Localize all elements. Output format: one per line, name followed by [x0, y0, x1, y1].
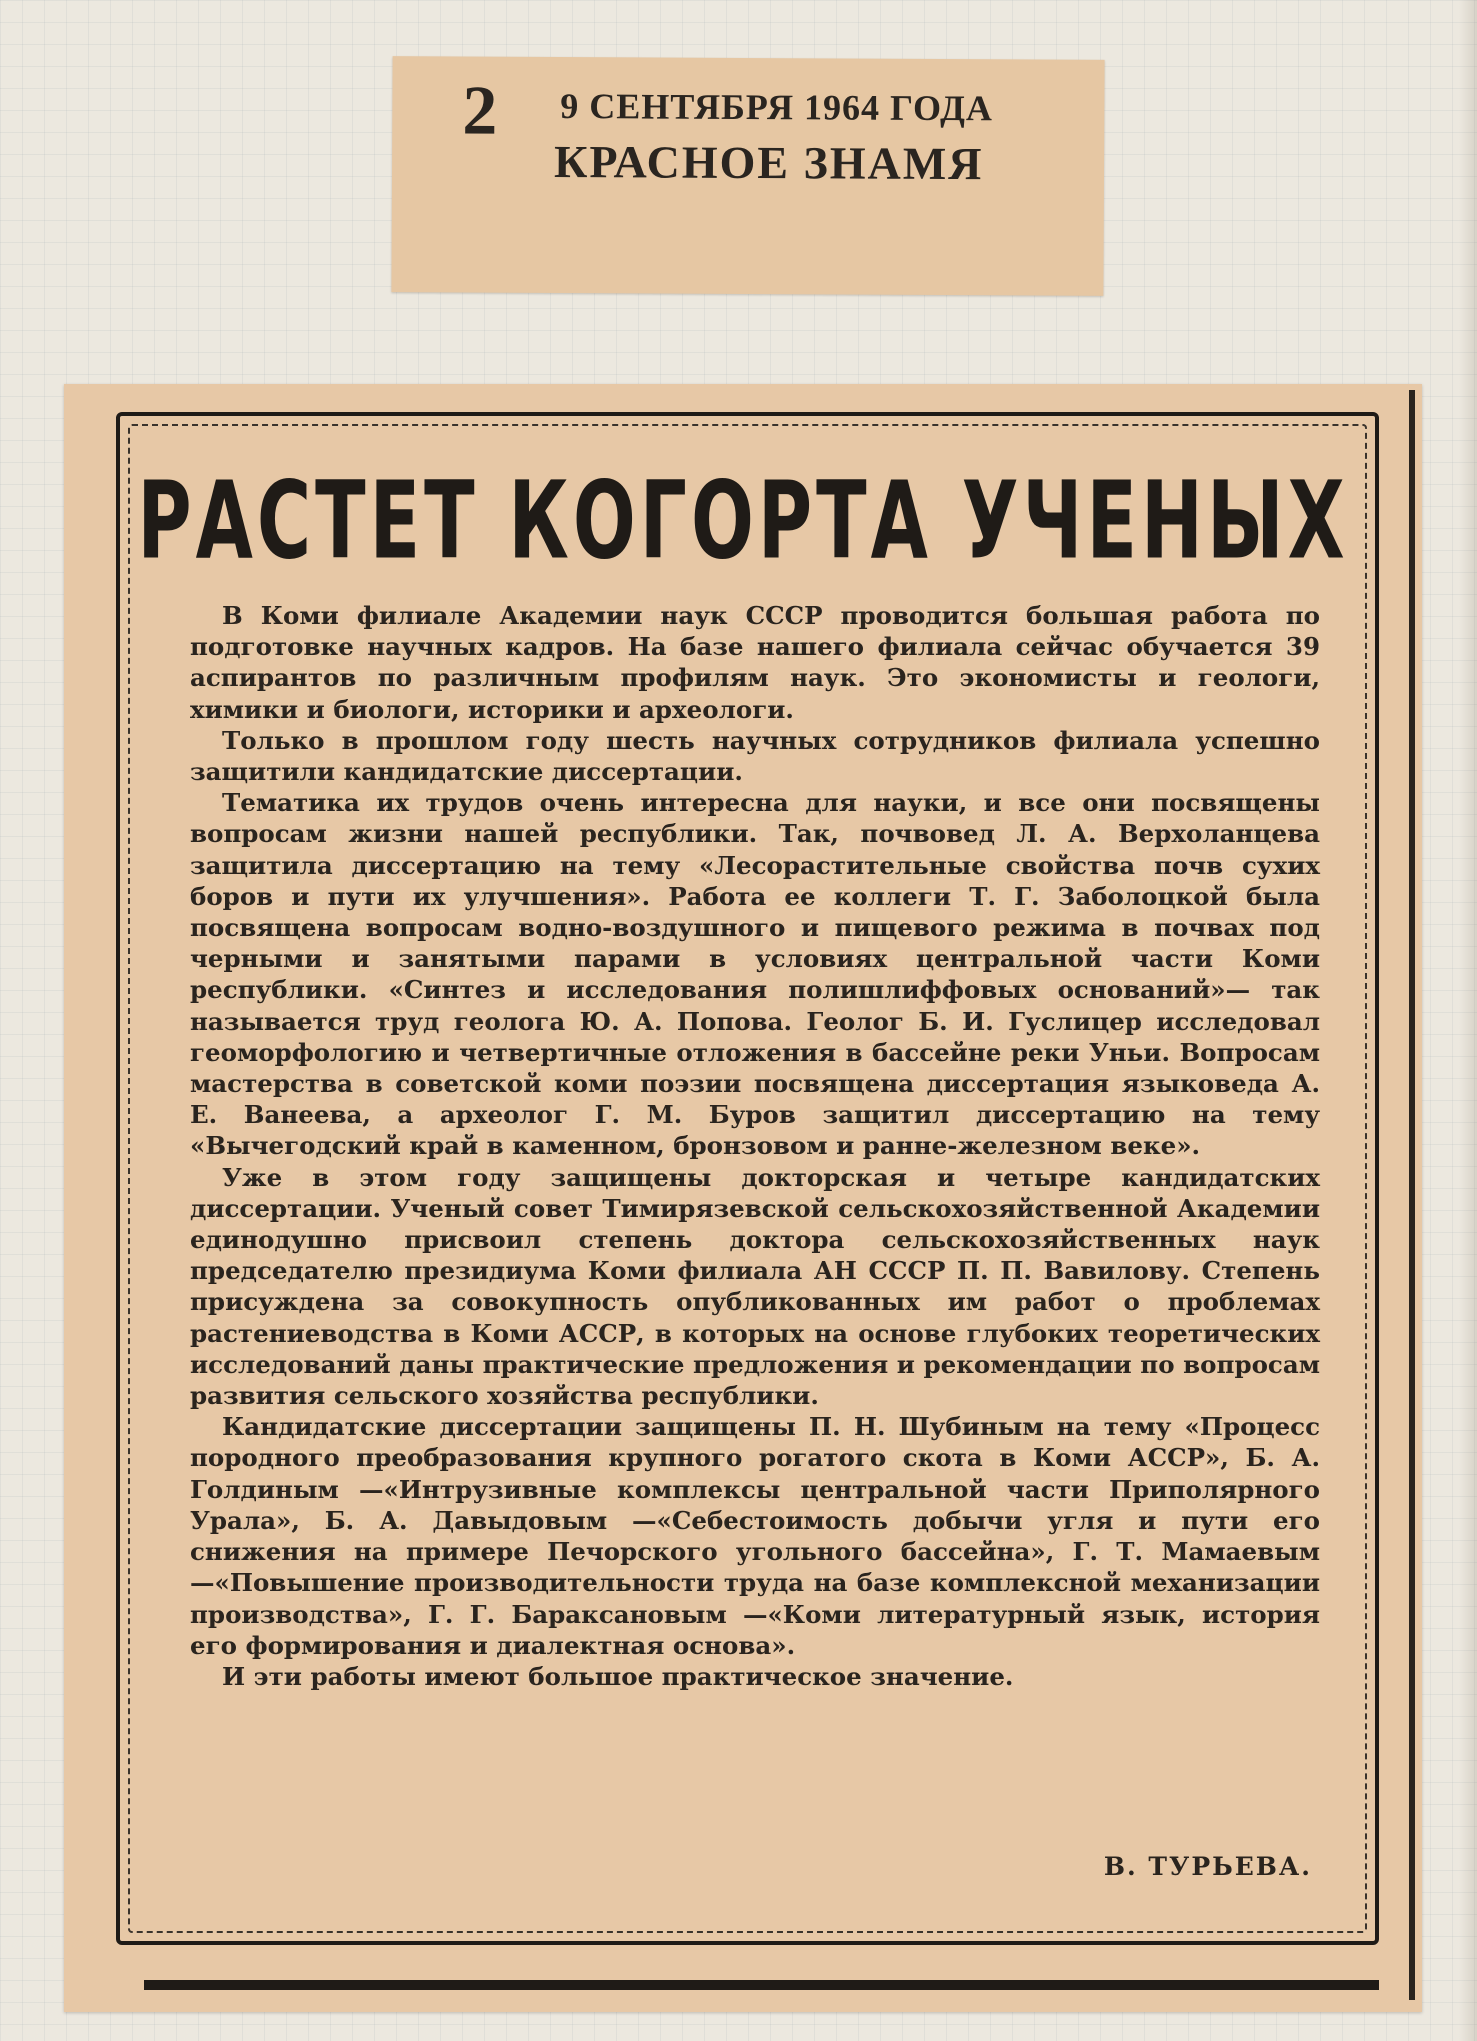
page-number: 2: [462, 72, 498, 150]
article-paragraph: В Коми филиале Академии наук СССР проводится большая работа по подготовке научных кадров. На базе нашего филиала сейчас обучается 39 аспирантов по различным профилям наук. Это экономисты и геологи, химики и биологи, историки и археологи.: [190, 601, 1320, 724]
article-paragraph: Только в прошлом году шесть научных сотрудников филиала успешно защитили кандидатские диссертации.: [190, 725, 1320, 787]
article-body: [190, 600, 1320, 1692]
masthead-clipping: [391, 56, 1104, 296]
article-paragraph: Кандидатские диссертации защищены П. Н. Шубиным на тему «Процесс породного преобразования крупного рогатого скота в Коми АССР», Б. А. Голдиным —«Интрузивные комплексы центральной части Приполярного Урала», Б. А. Давыдовым —«Себестоимость добычи угля и пути его снижения на примере Печорского угольного бассейна», Г. Т. Мамаевым —«Повышение производительности труда на базе комплексной механизации производства», Г. Г. Бараксановым —«Коми литературный язык, история его формирования и диалектная основа».: [190, 1412, 1320, 1660]
article-paragraph: Тематика их трудов очень интересна для науки, и все они посвящены вопросам жизни нашей республики. Так, почвовед Л. А. Верхоланцева защитила диссертацию на тему «Лесорастительные свойства почв сухих боров и пути их улучшения». Работа ее коллеги Т. Г. Заболоцкой была посвящена вопросам водно-воздушного и пищевого режима в почвах под черными и занятыми парами в условиях центральной части Коми республики. «Синтез и исследования полишлиффовых оснований»— так называется труд геолога Ю. А. Попова. Геолог Б. И. Гуслицер исследовал геоморфологию и четвертичные отложения в бассейне реки Уньи. Вопросам мастерства в советской коми поэзии посвящена диссертация языковеда А. Е. Ванеева, а археолог Г. М. Буров защитил диссертацию на тему «Вычегодский край в каменном, бронзовом и ранне-железном веке».: [190, 788, 1320, 1161]
newspaper-name: КРАСНОЕ ЗНАМЯ: [553, 135, 984, 190]
article-clipping: [64, 384, 1422, 2012]
column-rule: [1409, 390, 1415, 2000]
article-headline: РАСТЕТ КОГОРТА УЧЕНЫХ: [137, 459, 1349, 584]
issue-date: 9 СЕНТЯБРЯ 1964 ГОДА: [560, 86, 994, 129]
article-paragraph: Уже в этом году защищены докторская и четыре кандидатских диссертации. Ученый совет Тимирязевской сельскохозяйственной Академии единодушно присвоил степень доктора сельскохозяйственных наук председателю президиума Коми филиала АН СССР П. П. Вавилову. Степень присуждена за совокупность опубликованных им работ о проблемах растениеводства в Коми АССР, в которых на основе глубоких теоретических исследований даны практические предложения и рекомендации по вопросам развития сельского хозяйства республики.: [190, 1162, 1320, 1411]
article-paragraph: И эти работы имеют большое практическое значение.: [222, 1661, 1014, 1691]
album-page-edge: [1459, 0, 1477, 2041]
bottom-rule: [144, 1980, 1379, 1990]
author-signature: В. ТУРЬЕВА.: [1103, 1852, 1312, 1881]
